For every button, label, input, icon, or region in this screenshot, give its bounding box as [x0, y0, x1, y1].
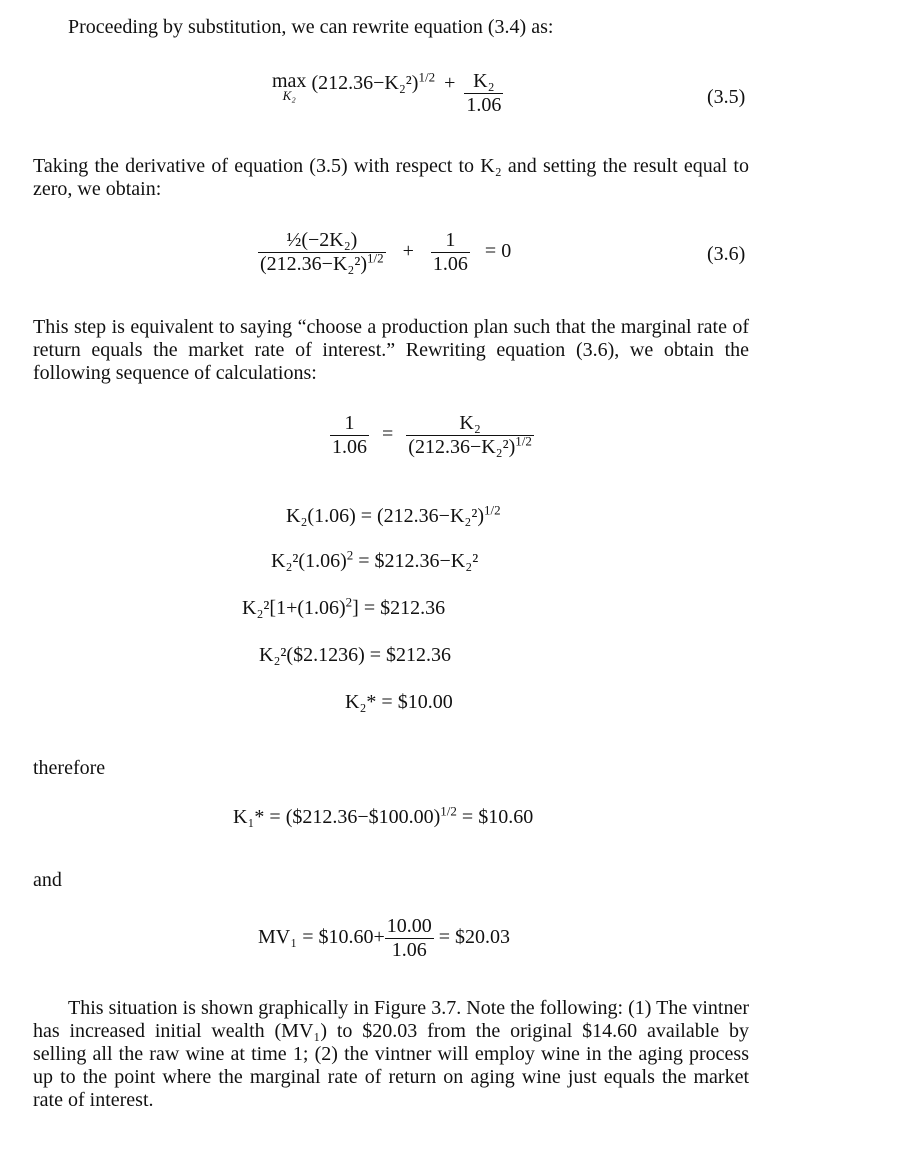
eq36-fraction-1: $\frac{\text{½(−2K₂)}}{(212.36-K_2^2)^{1/2}}$ [260, 229, 384, 275]
paragraph-derivative: Taking the derivative of equation (3.5) with respect to K₂ and setting the result equal to zero, we obtain: [33, 155, 749, 200]
paragraph-intro: Proceeding by substitution, we can rewrite equation (3.4) as: [68, 16, 554, 38]
equation-number-3-6: (3.6) [707, 243, 746, 265]
eq35-fraction: $\frac{\text{K₂}}{1.06}$ [466, 70, 502, 116]
calc-line-3: $K_2^2(1.06)^2$ = $212.36−K₂² [271, 547, 479, 572]
plus-sign: + [402, 240, 414, 263]
eq36-rhs: = 0 [484, 240, 512, 263]
paragraph-step: This step is equivalent to saying “choose a production plan such that the marginal rate of return equals the market rate of interest.” Rewriting equation (3.6), we obtain the following sequence of calculations: [33, 316, 749, 384]
calc-line-4: $K_2^2[1+(1.06)^2]$ = $212.36 [242, 594, 446, 619]
calc-line-2: $K_2(1.06) = (212.36-K_2^2)^{1/2}$ [286, 502, 501, 527]
calc-fraction-right: $\frac{\text{K₂}}{(212.36-K_2^2)^{1/2}}$ [408, 412, 532, 458]
equals-sign: = [382, 423, 394, 446]
calc-line-6: K₂* = $10.00 [345, 691, 453, 713]
max-operator: max K₂ [272, 70, 307, 103]
mv-fraction: $\frac{10.00}{1.06}$ [386, 915, 432, 961]
eq35-term: $(212.36-K_2^2)^{1/2}$ [311, 69, 436, 94]
calc-line-5: K₂²($2.1236) = $212.36 [259, 644, 452, 666]
equation-k1: K₁* = ($212.36−$100.00)$^{1/2}$ = $10.60 [233, 803, 534, 828]
equation-3-6 [258, 229, 511, 276]
equation-number-3-5: (3.5) [707, 86, 746, 108]
word-therefore: therefore [33, 757, 106, 779]
word-and: and [33, 869, 62, 891]
calc-line-1 [330, 412, 534, 459]
equation-3-5 [272, 69, 503, 117]
calc-fraction-left: $\frac{1}{1.06}$ [332, 412, 367, 458]
plus-sign: + [444, 72, 456, 94]
eq36-fraction-2: $\frac{1}{1.06}$ [432, 229, 468, 275]
equation-mv: MV₁ = $10.60+ $\frac{10.00}{1.06}$ = $20.03 [258, 915, 511, 961]
paragraph-conclusion: This situation is shown graphically in Figure 3.7. Note the following: (1) The vintner has increased initial wealth (MV₁) to $20.03 from the original $14.60 available by selling all the raw wine at time 1; (2) the vintner will employ wine in the aging process up to the point where the marginal rate of return on aging wine just equals the market rate of interest. [33, 997, 749, 1111]
